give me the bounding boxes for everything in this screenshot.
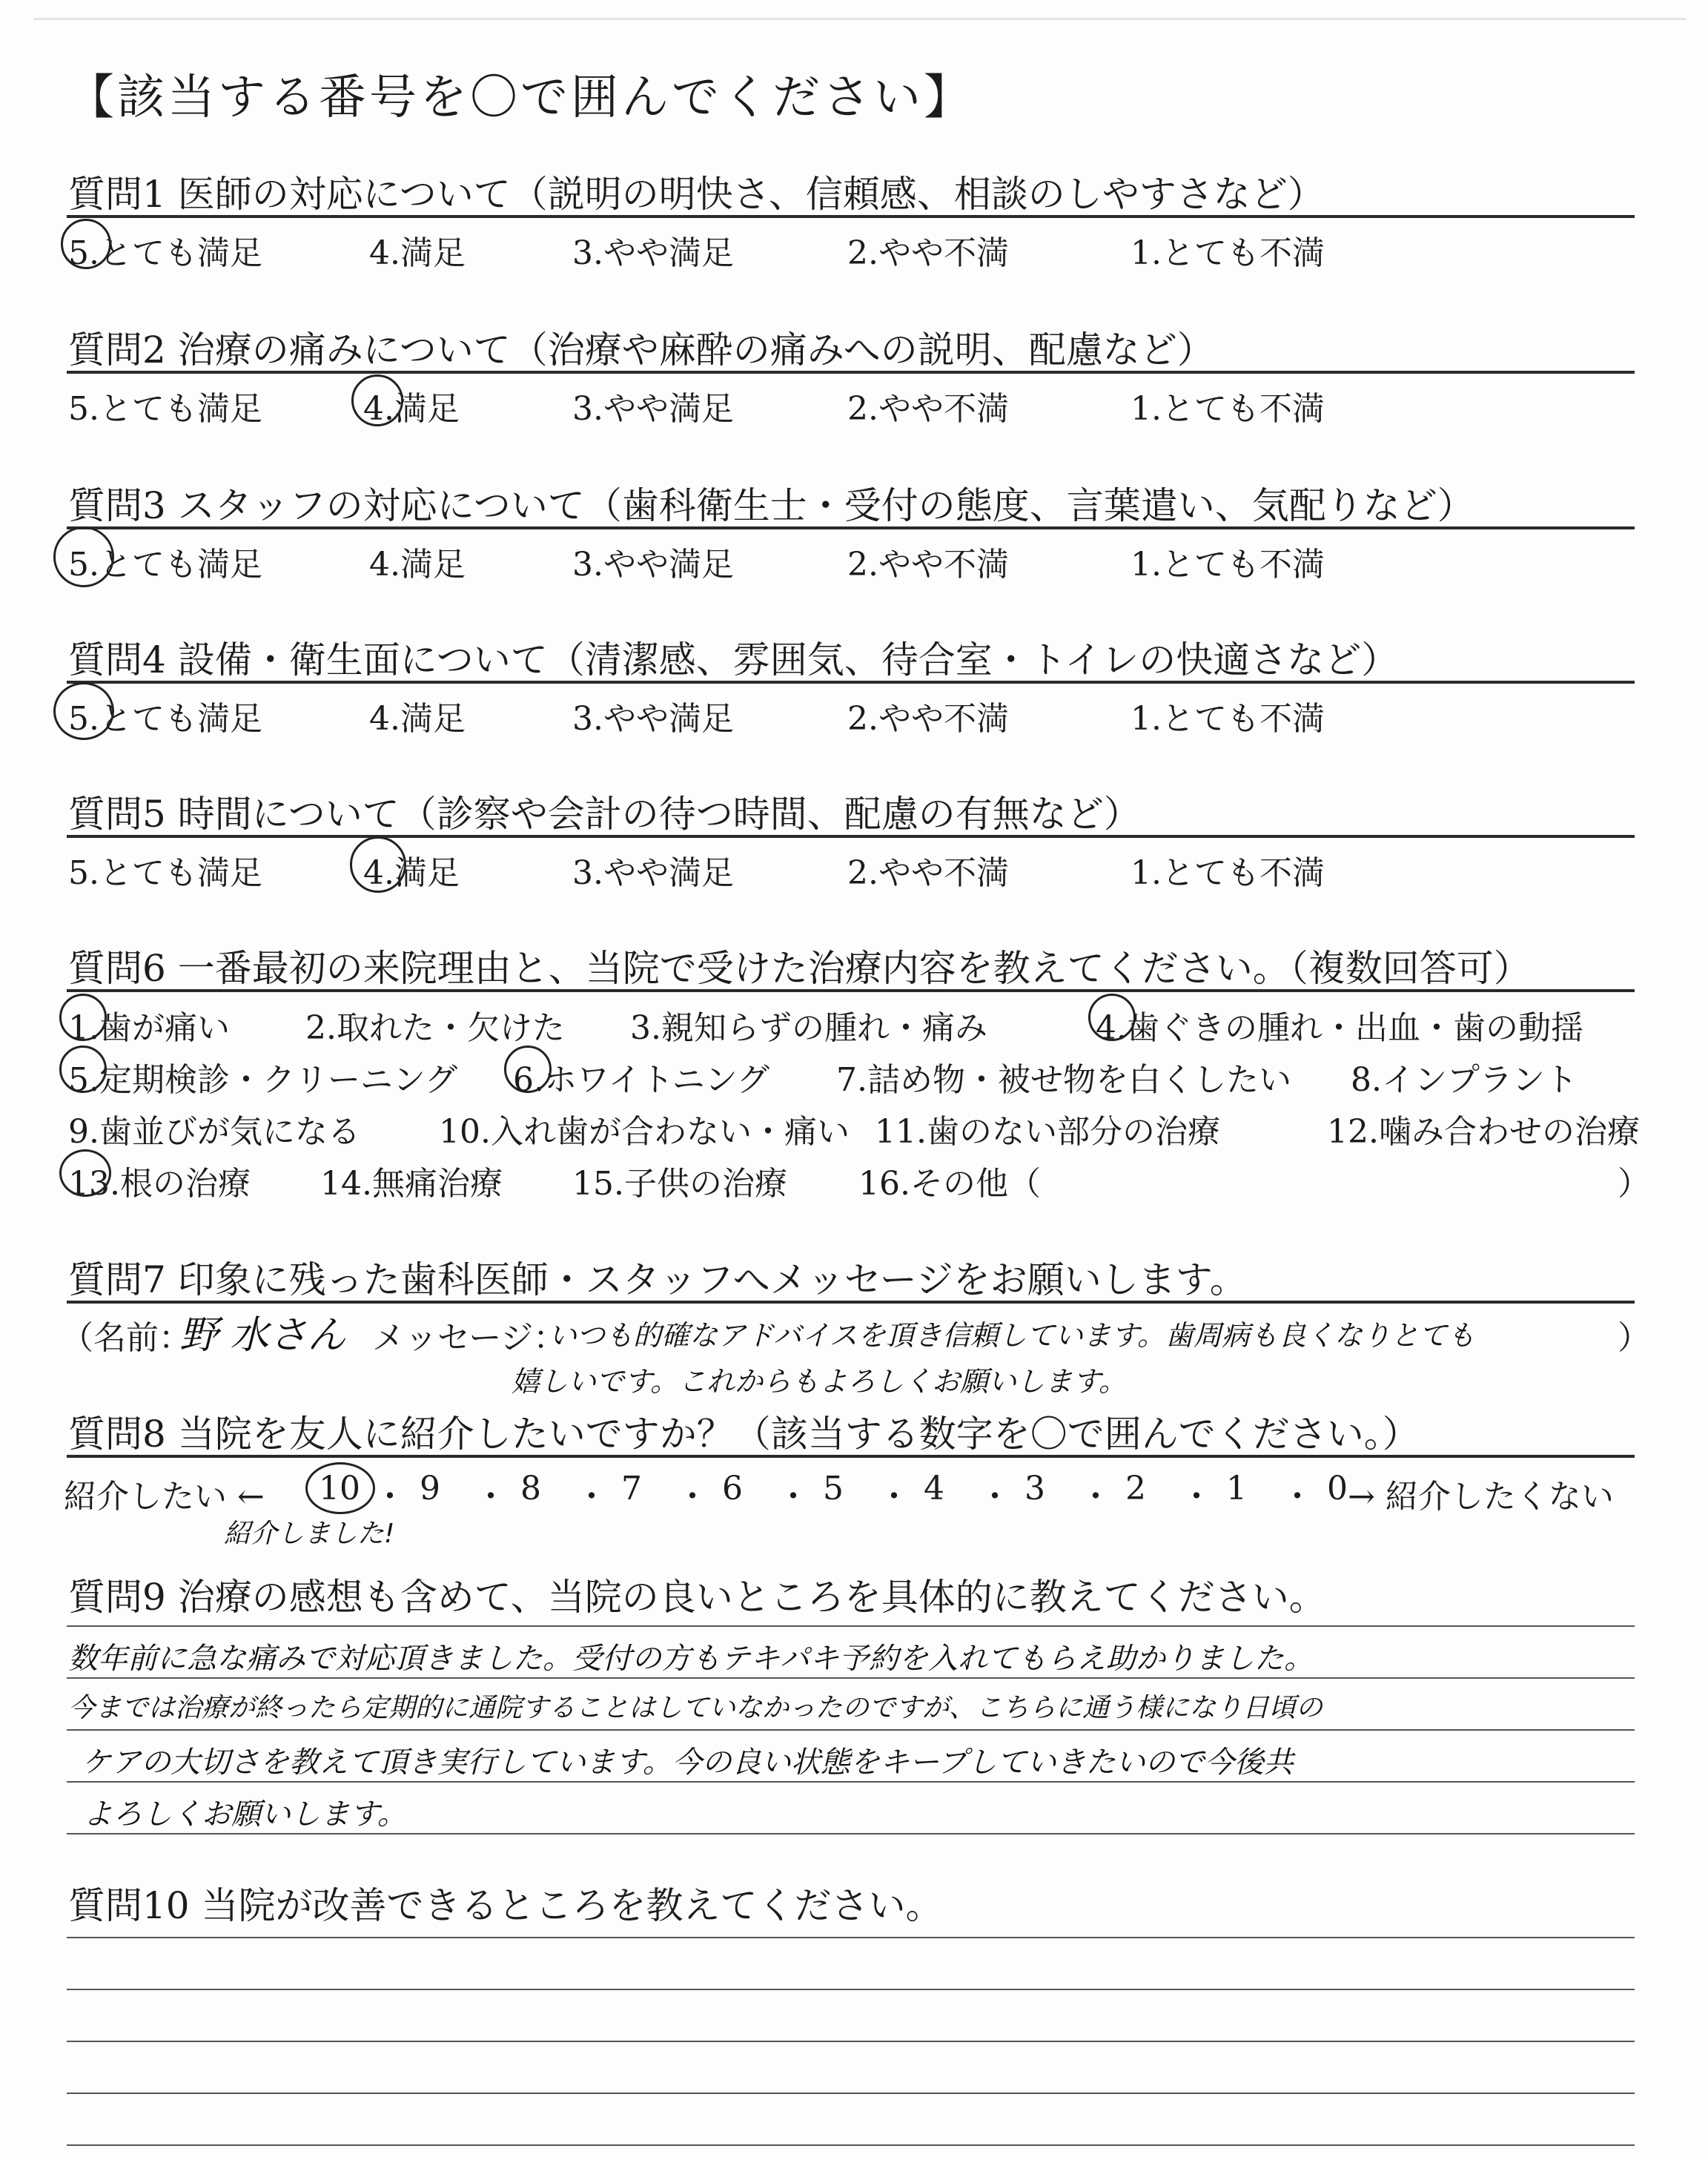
q1-option-2[interactable]: 2.やや不満: [847, 234, 1009, 272]
question-6-label: 質問6 一番最初の来院理由と、当院で受けた治療内容を教えてください。（複数回答可）: [68, 947, 1531, 990]
q6-option-16[interactable]: 16.その他（: [858, 1165, 1041, 1203]
q8-scale-6[interactable]: 6: [722, 1470, 743, 1507]
q9-answer-line-3[interactable]: ケアの大切さを教えて頂き実行しています。今の良い状態をキープしていきたいので今後共: [82, 1745, 1294, 1780]
q8-scale-4[interactable]: 4: [924, 1470, 944, 1507]
question-4-label: 質問4 設備・衛生面について（清潔感、雰囲気、待合室・トイレの快適さなど）: [68, 638, 1399, 681]
q8-note[interactable]: 紹介しました!: [224, 1519, 395, 1549]
q5-option-2[interactable]: 2.やや不満: [847, 854, 1009, 892]
q9-rule-5: [67, 1833, 1635, 1834]
q4-option-4[interactable]: 4.満足: [369, 700, 466, 738]
q9-rule-3: [67, 1729, 1635, 1731]
q3-option-1[interactable]: 1.とても不満: [1131, 546, 1325, 584]
q2-option-3[interactable]: 3.やや満足: [572, 390, 734, 428]
q3-selected-circle: [53, 526, 114, 587]
q5-option-1[interactable]: 1.とても不満: [1131, 854, 1325, 892]
question-5-label: 質問5 時間について（診察や会計の待つ時間、配慮の有無など）: [68, 793, 1141, 836]
q3-option-3[interactable]: 3.やや満足: [572, 546, 734, 584]
q6-option-5[interactable]: 5.定期検診・クリーニング: [68, 1061, 458, 1099]
q1-option-3[interactable]: 3.やや満足: [572, 234, 734, 272]
q2-selected-circle: [351, 374, 403, 426]
q6-selected-circle-4: [1088, 994, 1136, 1041]
q9-rule-1: [67, 1625, 1635, 1627]
q8-scale-0[interactable]: 0: [1327, 1470, 1348, 1507]
q8-scale-5[interactable]: 5: [823, 1470, 844, 1507]
q9-answer-line-1[interactable]: 数年前に急な痛みで対応頂きました。受付の方もテキパキ予約を入れてもらえ助かりました。: [68, 1642, 1314, 1676]
q9-answer-line-2[interactable]: 今までは治療が終ったら定期的に通院することはしていなかったのですが、こちらに通う様になり日頃の: [68, 1693, 1323, 1723]
question-1-label: 質問1 医師の対応について（説明の明快さ、信頼感、相談のしやすさなど）: [68, 173, 1325, 216]
q6-option-9[interactable]: 9.歯並びが気になる: [68, 1113, 360, 1151]
q8-scale-7[interactable]: 7: [621, 1470, 642, 1507]
question-3-rule: [67, 526, 1635, 529]
q8-scale-separator: ・: [1180, 1478, 1213, 1516]
q6-option-10[interactable]: 10.入れ歯が合わない・痛い: [439, 1113, 850, 1151]
form-title: 【該当する番号を〇で囲んでください】: [67, 70, 974, 125]
question-1-rule: [67, 215, 1635, 218]
question-3-label: 質問3 スタッフの対応について（歯科衛生士・受付の態度、言葉遣い、気配りなど）: [68, 484, 1474, 527]
q6-option-11[interactable]: 11.歯のない部分の治療: [875, 1113, 1220, 1151]
q6-option-1[interactable]: 1.歯が痛い: [68, 1009, 230, 1047]
q2-option-4[interactable]: 4.満足: [363, 390, 460, 428]
q8-scale-1[interactable]: 1: [1226, 1470, 1247, 1507]
q4-selected-circle: [53, 682, 114, 740]
q4-option-3[interactable]: 3.やや満足: [572, 700, 734, 738]
q8-scale-10[interactable]: 10: [319, 1470, 360, 1507]
q7-name-label: （名前：: [61, 1319, 191, 1357]
q9-rule-4: [67, 1781, 1635, 1783]
q8-scale-separator: ・: [979, 1478, 1011, 1516]
q3-option-2[interactable]: 2.やや不満: [847, 546, 1009, 584]
q7-message-line-2[interactable]: 嬉しいです。これからもよろしくお願いします。: [512, 1365, 1127, 1398]
q8-scale-separator: ・: [1281, 1478, 1314, 1516]
q6-option-14[interactable]: 14.無痛治療: [320, 1165, 503, 1203]
q7-message-line-1[interactable]: いつも的確なアドバイスを頂き信頼しています。歯周病も良くなりとても: [549, 1319, 1475, 1352]
q6-option-12[interactable]: 12.噛み合わせの治療: [1327, 1113, 1640, 1151]
q2-option-1[interactable]: 1.とても不満: [1131, 390, 1325, 428]
question-2-rule: [67, 371, 1635, 374]
q8-scale-separator: ・: [474, 1478, 507, 1516]
q8-scale-separator: ・: [878, 1478, 910, 1516]
q8-scale-separator: ・: [575, 1478, 608, 1516]
q8-scale-3[interactable]: 3: [1025, 1470, 1045, 1507]
question-6-rule: [67, 989, 1635, 992]
q8-scale-separator: ・: [374, 1478, 406, 1516]
q7-message-label: メッセージ：: [372, 1319, 566, 1357]
q8-left-label: 紹介したい ←: [64, 1478, 265, 1516]
q6-option-13[interactable]: 13.根の治療: [68, 1165, 251, 1203]
q8-scale-8[interactable]: 8: [520, 1470, 541, 1507]
q8-scale-9[interactable]: 9: [420, 1470, 440, 1507]
q10-rule-3: [67, 2041, 1635, 2042]
q2-option-2[interactable]: 2.やや不満: [847, 390, 1009, 428]
q3-option-4[interactable]: 4.満足: [369, 546, 466, 584]
q4-option-1[interactable]: 1.とても不満: [1131, 700, 1325, 738]
q10-rule-4: [67, 2093, 1635, 2094]
q6-option-3[interactable]: 3.親知らずの腫れ・痛み: [630, 1009, 987, 1047]
question-10-label: 質問10 当院が改善できるところを教えてください。: [68, 1884, 943, 1927]
q7-name-value[interactable]: 野 水さん: [179, 1313, 346, 1358]
question-4-rule: [67, 681, 1635, 684]
q6-selected-circle-6: [504, 1046, 552, 1093]
q10-rule-1: [67, 1937, 1635, 1938]
question-5-rule: [67, 835, 1635, 838]
q6-option-4[interactable]: 4.歯ぐきの腫れ・出血・歯の動揺: [1096, 1009, 1583, 1047]
q5-selected-circle: [350, 836, 406, 893]
q5-option-4[interactable]: 4.満足: [363, 854, 460, 892]
q2-option-5[interactable]: 5.とても満足: [68, 390, 262, 428]
q6-option-6[interactable]: 6.ホワイトニング: [513, 1061, 770, 1099]
q6-option-8[interactable]: 8.インプラント: [1351, 1061, 1578, 1099]
q6-option-7[interactable]: 7.詰め物・被せ物を白くしたい: [836, 1061, 1291, 1099]
q5-option-5[interactable]: 5.とても満足: [68, 854, 262, 892]
q5-option-3[interactable]: 3.やや満足: [572, 854, 734, 892]
question-9-label: 質問9 治療の感想も含めて、当院の良いところを具体的に教えてください。: [68, 1576, 1326, 1619]
q6-selected-circle-5: [59, 1046, 107, 1093]
q8-scale-separator: ・: [676, 1478, 709, 1516]
q1-option-5[interactable]: 5.とても満足: [68, 234, 262, 272]
question-2-label: 質問2 治療の痛みについて（治療や麻酔の痛みへの説明、配慮など）: [68, 328, 1214, 371]
q8-scale-2[interactable]: 2: [1125, 1470, 1146, 1507]
top-border: [33, 18, 1687, 20]
q9-rule-2: [67, 1677, 1635, 1679]
q6-other-close-paren: ）: [1618, 1165, 1650, 1203]
q1-option-4[interactable]: 4.満足: [369, 234, 466, 272]
q3-option-5[interactable]: 5.とても満足: [68, 546, 262, 584]
q8-scale-separator: ・: [1079, 1478, 1112, 1516]
q4-option-2[interactable]: 2.やや不満: [847, 700, 1009, 738]
q6-selected-circle-13: [59, 1149, 111, 1197]
q6-option-2[interactable]: 2.取れた・欠けた: [305, 1009, 565, 1047]
q1-option-1[interactable]: 1.とても不満: [1131, 234, 1325, 272]
q6-selected-circle-1: [59, 994, 107, 1041]
q7-close-paren: ）: [1618, 1319, 1650, 1357]
q1-selected-circle: [61, 219, 111, 269]
q10-rule-5: [67, 2144, 1635, 2146]
q9-answer-line-4[interactable]: よろしくお願いします。: [83, 1797, 407, 1832]
q4-option-5[interactable]: 5.とても満足: [68, 700, 262, 738]
q8-selected-circle: [305, 1462, 375, 1514]
q8-scale-separator: ・: [777, 1478, 810, 1516]
question-7-label: 質問7 印象に残った歯科医師・スタッフへメッセージをお願いします。: [68, 1258, 1247, 1301]
q8-right-label: → 紹介したくない: [1348, 1478, 1614, 1516]
q6-option-15[interactable]: 15.子供の治療: [572, 1165, 787, 1203]
question-8-rule: [67, 1455, 1635, 1458]
q10-rule-2: [67, 1989, 1635, 1990]
question-8-label: 質問8 当院を友人に紹介したいですか？（該当する数字を〇で囲んでください。）: [68, 1413, 1420, 1456]
